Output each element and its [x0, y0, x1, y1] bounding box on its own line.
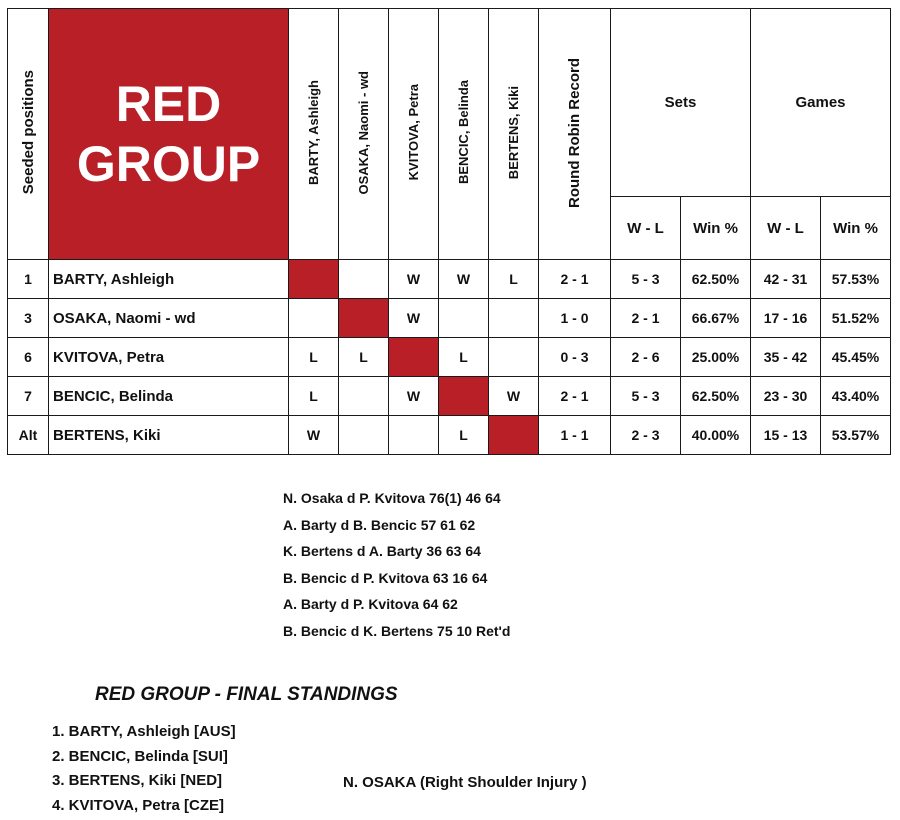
- games-pct-cell: 51.52%: [821, 299, 891, 338]
- player-header-label: BENCIC, Belinda: [456, 80, 471, 184]
- sets-pct-cell: 25.00%: [681, 338, 751, 377]
- player-header-label: KVITOVA, Petra: [406, 84, 421, 180]
- table-row: [8, 377, 891, 416]
- sets-wl-cell: 2 - 1: [611, 299, 681, 338]
- seed-cell: 6: [8, 338, 49, 377]
- sets-pct-cell: 62.50%: [681, 260, 751, 299]
- seed-cell: 1: [8, 260, 49, 299]
- result-cell: [389, 416, 439, 455]
- match-result: B. Bencic d P. Kvitova 63 16 64: [283, 568, 510, 595]
- sets-wl-cell: 5 - 3: [611, 377, 681, 416]
- match-result: A. Barty d P. Kvitova 64 62: [283, 594, 510, 621]
- record-cell: 1 - 1: [539, 416, 611, 455]
- table-row: [8, 416, 891, 455]
- player-header-label: OSAKA, Naomi - wd: [356, 71, 371, 195]
- group-title-cell: [49, 9, 289, 260]
- player-header-label: BERTENS, Kiki: [506, 86, 521, 179]
- withdrawal-note: N. OSAKA (Right Shoulder Injury ): [343, 774, 587, 791]
- standing-item: 2. BENCIC, Belinda [SUI]: [52, 747, 236, 772]
- games-header: Games: [751, 9, 891, 197]
- sets-pct-cell: 40.00%: [681, 416, 751, 455]
- player-header-osaka: [339, 9, 389, 260]
- player-header-label: BARTY, Ashleigh: [306, 80, 321, 185]
- table-row: [8, 299, 891, 338]
- result-cell: [339, 416, 389, 455]
- sets-wl-cell: 5 - 3: [611, 260, 681, 299]
- seed-cell: 3: [8, 299, 49, 338]
- seed-cell: Alt: [8, 416, 49, 455]
- standing-item: 4. KVITOVA, Petra [CZE]: [52, 796, 236, 820]
- self-match-cell: [439, 377, 489, 416]
- games-win-pct-header: Win %: [821, 197, 891, 260]
- match-result: N. Osaka d P. Kvitova 76(1) 46 64: [283, 488, 510, 515]
- player-header-kvitova: [389, 9, 439, 260]
- player-header-bertens: [489, 9, 539, 260]
- record-cell: 2 - 1: [539, 260, 611, 299]
- player-header-bencic: [439, 9, 489, 260]
- result-cell: W: [389, 377, 439, 416]
- sets-header: Sets: [611, 9, 751, 197]
- result-cell: L: [289, 377, 339, 416]
- seeded-positions-label: Seeded positions: [20, 70, 37, 194]
- standing-item: 3. BERTENS, Kiki [NED]: [52, 771, 236, 796]
- player-name-cell: KVITOVA, Petra: [49, 338, 289, 377]
- games-wl-cell: 42 - 31: [751, 260, 821, 299]
- sets-wl-header: W - L: [611, 197, 681, 260]
- sets-pct-cell: 66.67%: [681, 299, 751, 338]
- player-name-cell: BENCIC, Belinda: [49, 377, 289, 416]
- result-cell: W: [439, 260, 489, 299]
- result-cell: W: [289, 416, 339, 455]
- sets-win-pct-header: Win %: [681, 197, 751, 260]
- round-robin-record-header: [539, 9, 611, 260]
- player-header-barty: [289, 9, 339, 260]
- player-name-cell: OSAKA, Naomi - wd: [49, 299, 289, 338]
- group-title-line1: RED: [49, 74, 288, 134]
- group-title-line2: GROUP: [49, 134, 288, 194]
- result-cell: L: [339, 338, 389, 377]
- result-cell: [339, 260, 389, 299]
- result-cell: [489, 338, 539, 377]
- record-cell: 1 - 0: [539, 299, 611, 338]
- games-wl-cell: 15 - 13: [751, 416, 821, 455]
- record-cell: 2 - 1: [539, 377, 611, 416]
- round-robin-record-label: Round Robin Record: [566, 58, 583, 208]
- result-cell: L: [439, 416, 489, 455]
- player-name-cell: BERTENS, Kiki: [49, 416, 289, 455]
- result-cell: L: [439, 338, 489, 377]
- result-cell: W: [389, 260, 439, 299]
- self-match-cell: [389, 338, 439, 377]
- match-result: K. Bertens d A. Barty 36 63 64: [283, 541, 510, 568]
- games-wl-cell: 23 - 30: [751, 377, 821, 416]
- sets-wl-cell: 2 - 6: [611, 338, 681, 377]
- result-cell: W: [489, 377, 539, 416]
- result-cell: L: [489, 260, 539, 299]
- result-cell: [339, 377, 389, 416]
- round-robin-table: [7, 8, 891, 455]
- result-cell: [439, 299, 489, 338]
- header-row-top: [8, 9, 891, 197]
- games-wl-header: W - L: [751, 197, 821, 260]
- self-match-cell: [489, 416, 539, 455]
- record-cell: 0 - 3: [539, 338, 611, 377]
- sets-wl-cell: 2 - 3: [611, 416, 681, 455]
- games-pct-cell: 57.53%: [821, 260, 891, 299]
- games-wl-cell: 35 - 42: [751, 338, 821, 377]
- result-cell: W: [389, 299, 439, 338]
- final-standings-list: [52, 722, 236, 820]
- player-name-cell: BARTY, Ashleigh: [49, 260, 289, 299]
- games-pct-cell: 53.57%: [821, 416, 891, 455]
- match-results-list: [283, 488, 510, 647]
- seed-cell: 7: [8, 377, 49, 416]
- table-row: [8, 260, 891, 299]
- self-match-cell: [339, 299, 389, 338]
- sets-pct-cell: 62.50%: [681, 377, 751, 416]
- result-cell: [489, 299, 539, 338]
- games-wl-cell: 17 - 16: [751, 299, 821, 338]
- games-pct-cell: 43.40%: [821, 377, 891, 416]
- match-result: A. Barty d B. Bencic 57 61 62: [283, 515, 510, 542]
- match-result: B. Bencic d K. Bertens 75 10 Ret'd: [283, 621, 510, 648]
- result-cell: L: [289, 338, 339, 377]
- final-standings-title: RED GROUP - FINAL STANDINGS: [95, 684, 398, 706]
- seeded-positions-header: [8, 9, 49, 260]
- result-cell: [289, 299, 339, 338]
- self-match-cell: [289, 260, 339, 299]
- standing-item: 1. BARTY, Ashleigh [AUS]: [52, 722, 236, 747]
- table-row: [8, 338, 891, 377]
- games-pct-cell: 45.45%: [821, 338, 891, 377]
